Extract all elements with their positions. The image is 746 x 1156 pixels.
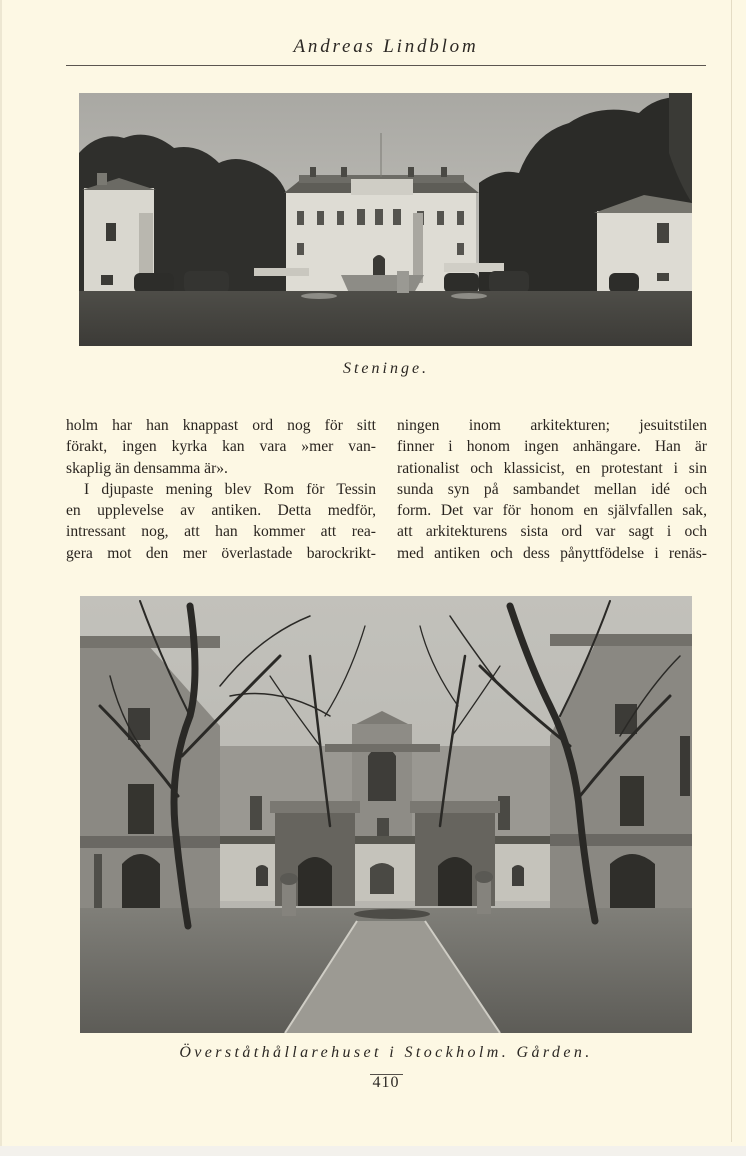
page-number: 410 — [372, 1074, 400, 1091]
text-line: med antiken och dess pånyttfödelse i renäs- — [397, 544, 707, 562]
text-line: ningen inom arkitekturen; jesuitstilen — [397, 417, 707, 434]
text-line: rationalist och klassicist, en protestant i sin — [397, 459, 707, 477]
text-column-right — [397, 415, 707, 564]
text-column-left — [66, 415, 376, 564]
text-line: skaplig än densamma är». — [66, 459, 228, 477]
text-line: en upplevelse av antiken. Detta medför, — [66, 502, 376, 520]
figure-caption-steninge: Steninge. — [342, 360, 430, 377]
photo-courtyard — [80, 596, 692, 1033]
courtyard-image — [80, 596, 692, 1033]
text-line: I djupaste mening blev Rom för Tessin — [84, 480, 376, 498]
page-edge-bottom — [0, 1146, 746, 1156]
text-line: sunda syn på sambandet mellan idé och — [397, 480, 707, 498]
header-rule — [66, 65, 706, 66]
text-line: att arkitekturens sista ord var sagt i och — [397, 523, 707, 541]
text-line: holm har han knappast ord nog för sitt — [66, 417, 376, 434]
text-line: form. Det var för honom en självfallen sak, — [397, 502, 707, 520]
text-line: finner i honom ingen anhängare. Han är — [397, 438, 707, 456]
text-line: förakt, ingen kyrka kan vara »mer van- — [66, 438, 376, 456]
text-line: intressant nog, att han kommer att rea- — [66, 523, 376, 541]
text-line: gera mot den mer överlastade barockrikt- — [66, 544, 376, 562]
figure-caption-courtyard: Överståthållarehuset i Stockholm. Gården. — [179, 1044, 593, 1061]
page-edge-left — [0, 0, 2, 1146]
steninge-image — [79, 93, 692, 346]
photo-steninge — [79, 93, 692, 346]
running-head: Andreas Lindblom — [293, 36, 479, 57]
page-edge-right — [731, 0, 732, 1142]
